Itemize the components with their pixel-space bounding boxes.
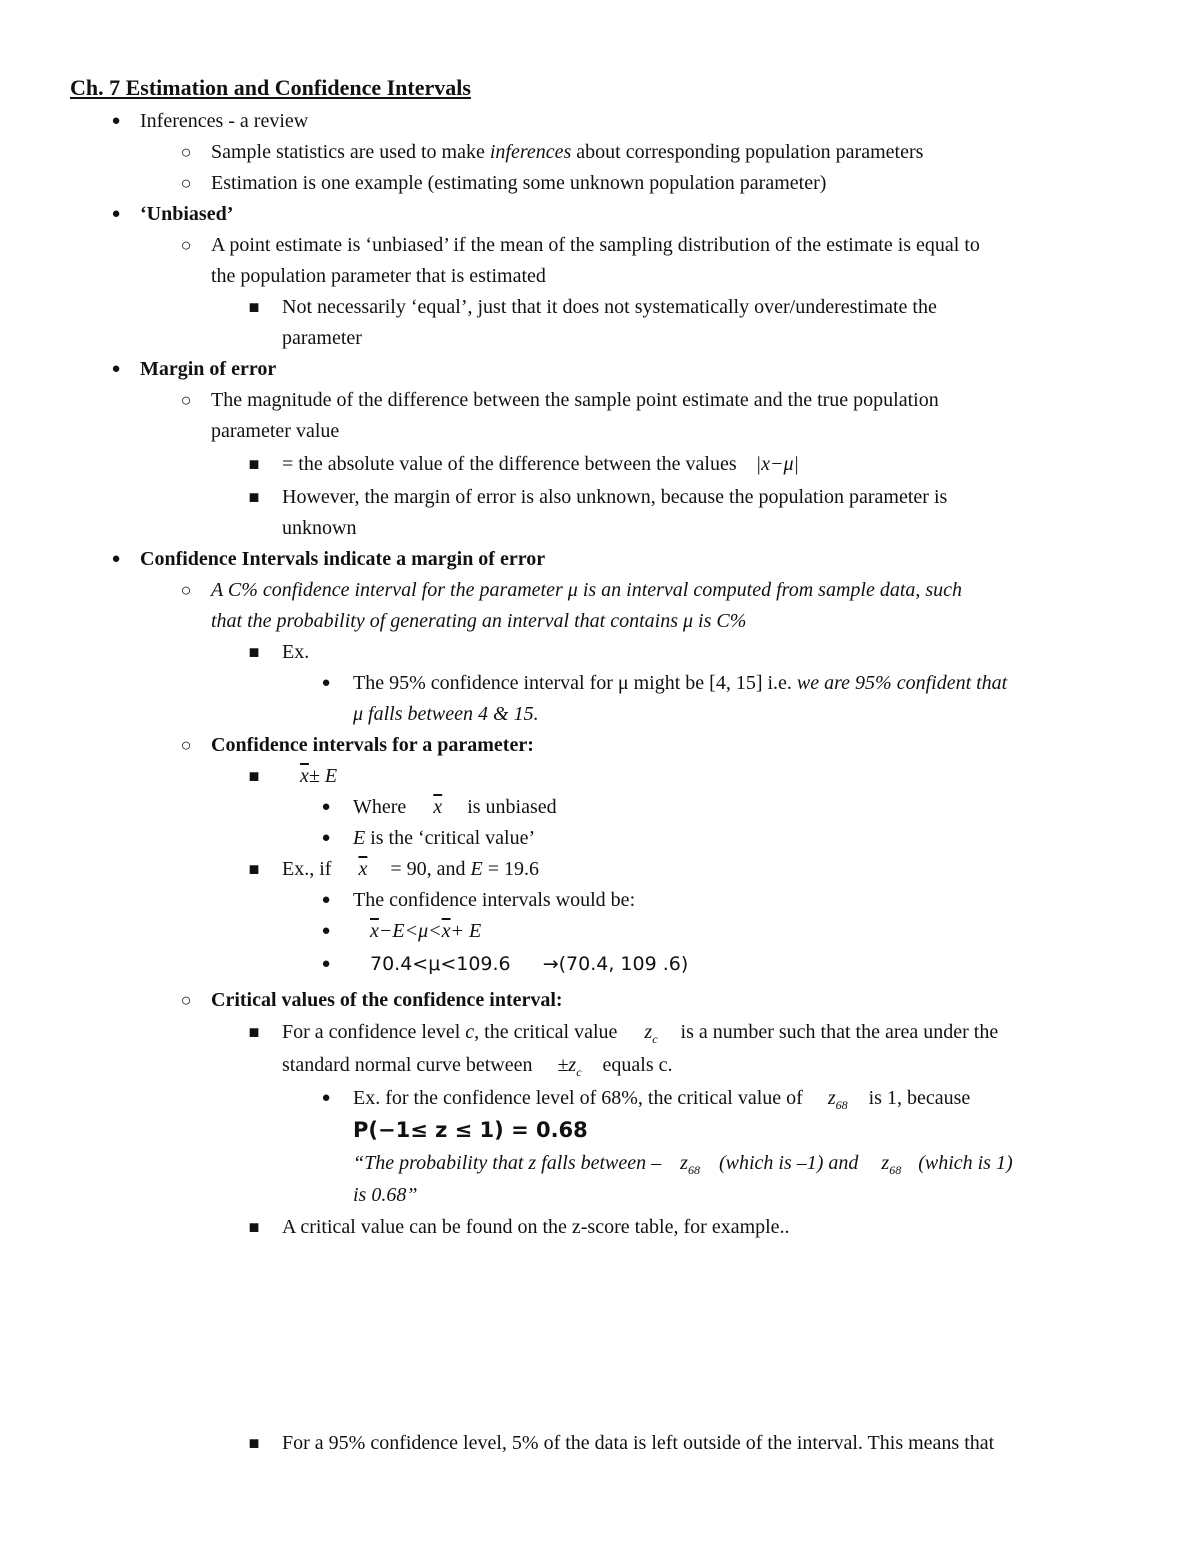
- bullet-square: ■: [248, 297, 260, 317]
- bullet-circle: ○: [180, 990, 192, 1010]
- inferences-heading: Inferences - a review: [140, 110, 309, 132]
- ci-example-2: Ex., if $\overline{x} = 90$, and E = 19.6: [282, 858, 539, 880]
- ci-formula: $\overline{x}\pm E$: [300, 765, 338, 787]
- bullet-circle: ○: [180, 173, 192, 193]
- margin-unknown-line-1: However, the margin of error is also unknown, because the population parameter is: [282, 486, 948, 508]
- critical-def-line-2: standard normal curve between $\pm z_c$ equals c.: [282, 1054, 673, 1079]
- critical-def-line-1: For a confidence level c, the critical value $z_c$ is a number such that the area under the: [282, 1021, 999, 1046]
- bullet-circle: ○: [180, 580, 192, 600]
- bullet-square: ■: [248, 642, 260, 662]
- ci-where-unbiased: Where $\overline{x}$ is unbiased: [353, 796, 557, 818]
- bullet-square: ■: [248, 454, 260, 474]
- bullet-dot: ●: [321, 675, 331, 691]
- critical-quote-line-1: “The probability that z falls between – $z_{68}$ (which is –1) and $z_{68}$ (which is 1): [353, 1152, 1013, 1177]
- critical-example: Ex. for the confidence level of 68%, the critical value of $z_{68}$ is 1, because: [353, 1087, 971, 1112]
- inferences-point-2: Estimation is one example (estimating some unknown population parameter): [211, 172, 827, 194]
- bullet-square: ■: [248, 1022, 260, 1042]
- ci-critical-value-note: E is the ‘critical value’: [353, 827, 536, 849]
- margin-def-line-1: The magnitude of the difference between the sample point estimate and the true population: [211, 389, 939, 411]
- bullet-dot: ●: [111, 206, 121, 222]
- bullet-dot: ●: [321, 1090, 331, 1106]
- ci-def-line-2: that the probability of generating an interval that contains μ is C%: [211, 610, 747, 632]
- unbiased-note-line-1: Not necessarily ‘equal’, just that it does not systematically over/underestimate the: [282, 296, 937, 318]
- bullet-circle: ○: [180, 390, 192, 410]
- margin-heading: Margin of error: [140, 358, 277, 380]
- ci-heading: Confidence Intervals indicate a margin of error: [140, 548, 546, 570]
- page-title: Ch. 7 Estimation and Confidence Intervals: [70, 75, 471, 100]
- unbiased-note-line-2: parameter: [282, 327, 362, 349]
- critical-probability: P(−1≤ z ≤ 1) = 0.68: [353, 1118, 588, 1142]
- critical-95-note: For a 95% confidence level, 5% of the data is left outside of the interval. This means that: [282, 1432, 995, 1454]
- ci-example-line-1: The 95% confidence interval for μ might be [4, 15] i.e. we are 95% confident that: [353, 672, 1008, 694]
- inferences-point-1: Sample statistics are used to make inferences about corresponding population parameters: [211, 141, 924, 163]
- ci-example-line-2: μ falls between 4 & 15.: [353, 703, 539, 725]
- ci-param-heading: Confidence intervals for a parameter:: [211, 734, 534, 756]
- bullet-circle: ○: [180, 142, 192, 162]
- bullet-dot: ●: [321, 799, 331, 815]
- bullet-dot: ●: [111, 361, 121, 377]
- bullet-dot: ●: [321, 956, 331, 972]
- unbiased-def-line-2: the population parameter that is estimated: [211, 265, 546, 287]
- unbiased-def-line-1: A point estimate is ‘unbiased’ if the mean of the sampling distribution of the estimate is equal to: [211, 234, 980, 256]
- bullet-circle: ○: [180, 235, 192, 255]
- margin-abs-value: = the absolute value of the difference between the values |x−μ|: [282, 453, 800, 475]
- bullet-dot: ●: [321, 923, 331, 939]
- abs-difference-formula: |x−μ|: [755, 453, 800, 475]
- bullet-dot: ●: [321, 830, 331, 846]
- critical-table-note: A critical value can be found on the z-score table, for example..: [282, 1216, 790, 1238]
- ci-intervals-label: The confidence intervals would be:: [353, 889, 636, 911]
- bullet-square: ■: [248, 766, 260, 786]
- critical-quote-line-2: is 0.68”: [353, 1184, 418, 1206]
- ci-inequality: $\overline{x}-E<\mu<\overline{x}+ E$: [370, 920, 482, 942]
- ci-def-line-1: A C% confidence interval for the parameter μ is an interval computed from sample data, such: [211, 579, 963, 601]
- bullet-square: ■: [248, 487, 260, 507]
- ci-example-label: Ex.: [282, 641, 310, 663]
- bullet-square: ■: [248, 1217, 260, 1237]
- critical-heading: Critical values of the confidence interval:: [211, 989, 563, 1011]
- bullet-square: ■: [248, 1433, 260, 1453]
- ci-result: 70.4<μ<109.6 →(70.4, 109 .6): [370, 953, 689, 975]
- unbiased-heading: ‘Unbiased’: [140, 203, 234, 225]
- bullet-circle: ○: [180, 735, 192, 755]
- bullet-dot: ●: [111, 113, 121, 129]
- bullet-dot: ●: [321, 892, 331, 908]
- margin-def-line-2: parameter value: [211, 420, 340, 442]
- margin-unknown-line-2: unknown: [282, 517, 357, 539]
- bullet-dot: ●: [111, 551, 121, 567]
- bullet-square: ■: [248, 859, 260, 879]
